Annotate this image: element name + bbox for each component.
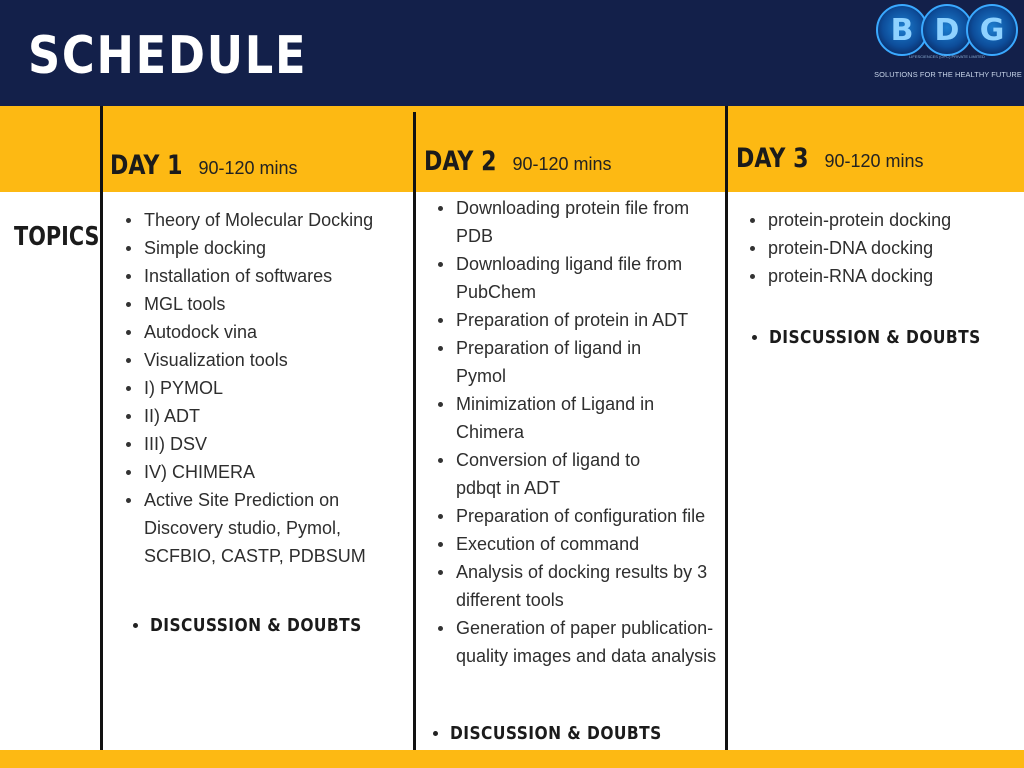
header-bar: [0, 0, 1024, 106]
list-item: Active Site Prediction on Discovery studio, Pymol, SCFBIO, CASTP, PDBSUM: [122, 486, 394, 570]
logo-letter-g: G: [979, 13, 1005, 48]
list-item: Theory of Molecular Docking: [122, 206, 412, 234]
list-item: protein-RNA docking: [746, 262, 1016, 290]
column-divider-3: [725, 106, 728, 750]
list-item: IV) CHIMERA: [122, 458, 412, 486]
list-item: Installation of softwares: [122, 262, 412, 290]
bdg-logo: [872, 2, 1022, 82]
day-1-label: DAY 1: [110, 150, 183, 181]
list-item: Minimization of Ligand in Chimera: [434, 390, 706, 446]
day-1-topic-list: [122, 206, 412, 570]
bullet-icon: [433, 731, 438, 736]
list-item: Analysis of docking results by 3 different tools: [434, 558, 724, 614]
list-item: Generation of paper publication-quality images and data analysis: [434, 614, 718, 670]
list-item: Downloading protein file from PDB: [434, 194, 694, 250]
list-item: Preparation of configuration file: [434, 502, 718, 530]
day-3-discussion: [752, 327, 1015, 348]
day-3-label: DAY 3: [736, 143, 809, 174]
logo-letter-b: B: [890, 13, 914, 48]
list-item: Downloading ligand file from PubChem: [434, 250, 726, 306]
list-item: Simple docking: [122, 234, 412, 262]
list-item: Autodock vina: [122, 318, 412, 346]
day-1-duration: 90-120 mins: [198, 158, 298, 178]
bullet-icon: [133, 623, 138, 628]
list-item: MGL tools: [122, 290, 412, 318]
list-item: I) PYMOL: [122, 374, 412, 402]
list-item: protein-protein docking: [746, 206, 1016, 234]
list-item: II) ADT: [122, 402, 412, 430]
list-item: Conversion of ligand to pdbqt in ADT: [434, 446, 686, 502]
day-2-discussion: [433, 723, 696, 744]
day-2-topic-list: [434, 194, 724, 670]
bullet-icon: [752, 335, 757, 340]
list-item: Visualization tools: [122, 346, 412, 374]
day-2-label: DAY 2: [424, 146, 497, 177]
list-item: Preparation of protein in ADT: [434, 306, 724, 334]
day-1-header: [110, 150, 298, 181]
day-1-discussion-label: DISCUSSION & DOUBTS: [150, 615, 362, 636]
page-title: SCHEDULE: [28, 26, 308, 86]
day-3-discussion-label: DISCUSSION & DOUBTS: [769, 327, 981, 348]
day-2-header: [424, 146, 612, 177]
topics-label: TOPICS: [14, 222, 100, 252]
logo-tagline: SOLUTIONS FOR THE HEALTHY FUTURE: [874, 70, 1022, 79]
day-3-header: [736, 143, 924, 174]
day-3-topic-list: [746, 206, 1016, 290]
day-2-duration: 90-120 mins: [512, 154, 612, 174]
list-item: Execution of command: [434, 530, 724, 558]
list-item: protein-DNA docking: [746, 234, 1016, 262]
day-1-discussion: [133, 615, 396, 636]
day-3-duration: 90-120 mins: [824, 151, 924, 171]
logo-letter-d: D: [934, 13, 960, 48]
logo-company-text: LIFESCIENCES (OPC) PRIVATE LIMITED: [909, 54, 985, 59]
footer-bar: [0, 750, 1024, 768]
list-item: III) DSV: [122, 430, 412, 458]
column-divider-2: [413, 112, 416, 750]
column-divider-1: [100, 106, 103, 750]
logo-circles-icon: [874, 2, 1020, 58]
day-2-discussion-label: DISCUSSION & DOUBTS: [450, 723, 662, 744]
list-item: Preparation of ligand in Pymol: [434, 334, 686, 390]
